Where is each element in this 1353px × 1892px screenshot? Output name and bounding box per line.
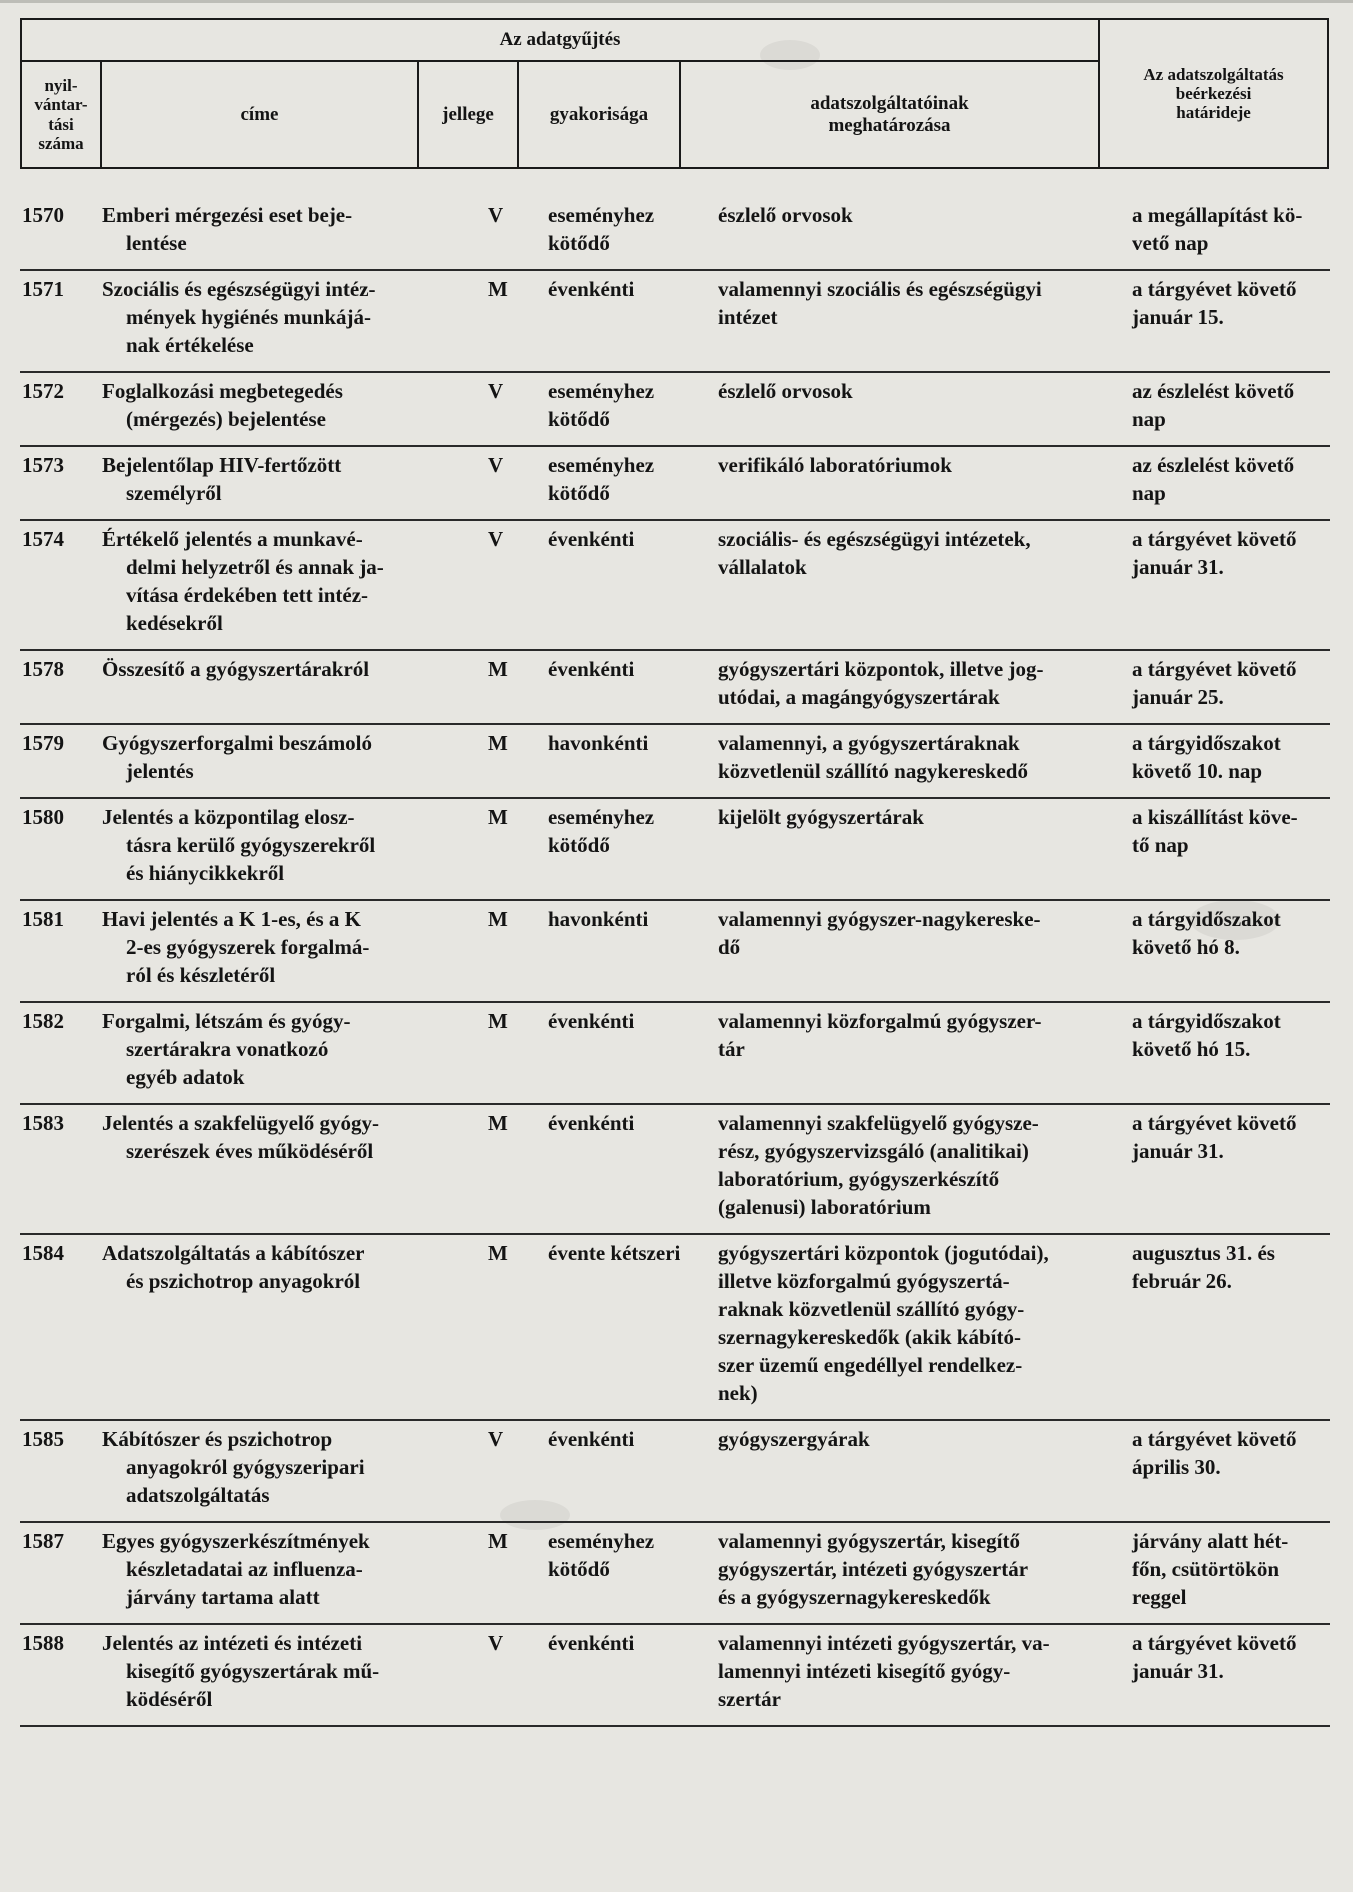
record-title-cell <box>102 372 442 446</box>
record-providers-cell <box>714 724 1132 798</box>
record-number-cell <box>20 372 102 446</box>
record-deadline-cell <box>1132 1420 1330 1522</box>
record-number: 1570 <box>22 203 64 227</box>
record-providers: valamennyi szakfelügyelő gyógysze- rész, gyógyszervizsgáló (analitikai) laboratórium, gyógyszerkészítő (galenusi) laboratórium <box>718 1111 1039 1219</box>
record-providers-cell <box>714 900 1132 1002</box>
record-providers: valamennyi szociális és egészségügyi intézet <box>718 277 1042 329</box>
record-title-cell <box>102 1522 442 1624</box>
record-frequency-cell <box>542 197 714 270</box>
record-title: Értékelő jelentés a munkavé- delmi helyzetről és annak ja- vítása érdekében tett intéz- kedésekről <box>102 527 384 635</box>
record-deadline-cell <box>1132 1002 1330 1104</box>
record-number: 1581 <box>22 907 64 931</box>
record-deadline-cell <box>1132 520 1330 650</box>
record-providers-cell <box>714 446 1132 520</box>
record-deadline: a tárgyévet követő április 30. <box>1132 1427 1297 1479</box>
data-table <box>20 197 1330 1727</box>
record-character: M <box>488 907 508 931</box>
record-providers-cell <box>714 1234 1132 1420</box>
record-character: V <box>488 379 504 403</box>
record-number-cell <box>20 1002 102 1104</box>
record-providers-cell <box>714 1002 1132 1104</box>
record-character-cell <box>442 900 542 1002</box>
record-frequency: évenkénti <box>548 1009 635 1033</box>
record-deadline: az észlelést követő nap <box>1132 379 1295 431</box>
record-frequency: évente kétszeri <box>548 1241 681 1265</box>
record-character-cell <box>442 372 542 446</box>
record-deadline-cell <box>1132 650 1330 724</box>
record-number: 1580 <box>22 805 64 829</box>
record-deadline: a tárgyévet követő január 31. <box>1132 1111 1297 1163</box>
record-title-cell <box>102 1624 442 1726</box>
table-row <box>20 1002 1330 1104</box>
record-deadline-cell <box>1132 197 1330 270</box>
record-providers-cell <box>714 1624 1132 1726</box>
record-number-cell <box>20 724 102 798</box>
record-deadline: a tárgyidőszakot követő 10. nap <box>1132 731 1281 783</box>
record-providers: észlelő orvosok <box>718 203 853 227</box>
record-title-cell <box>102 1104 442 1234</box>
record-title-cell <box>102 270 442 372</box>
record-character: M <box>488 277 508 301</box>
record-deadline-cell <box>1132 270 1330 372</box>
record-frequency-cell <box>542 900 714 1002</box>
record-deadline-cell <box>1132 1104 1330 1234</box>
record-title-cell <box>102 724 442 798</box>
record-number-cell <box>20 1522 102 1624</box>
record-deadline-cell <box>1132 900 1330 1002</box>
record-frequency-cell <box>542 520 714 650</box>
record-frequency-cell <box>542 446 714 520</box>
group-header: Az adatgyűjtés <box>21 19 1099 61</box>
record-character-cell <box>442 1104 542 1234</box>
record-providers-cell <box>714 270 1132 372</box>
record-character-cell <box>442 724 542 798</box>
record-deadline: a tárgyévet követő január 15. <box>1132 277 1297 329</box>
record-number-cell <box>20 650 102 724</box>
record-number-cell <box>20 1624 102 1726</box>
record-deadline: az észlelést követő nap <box>1132 453 1295 505</box>
table-row <box>20 900 1330 1002</box>
record-title: Adatszolgáltatás a kábítószer és pszichotrop anyagokról <box>102 1241 365 1293</box>
record-frequency-cell <box>542 1234 714 1420</box>
record-title: Szociális és egészségügyi intéz- mények hygiénés munkájá- nak értékelése <box>102 277 376 357</box>
record-deadline-cell <box>1132 724 1330 798</box>
record-character: M <box>488 657 508 681</box>
record-deadline: a kiszállítást köve- tő nap <box>1132 805 1298 857</box>
record-number: 1578 <box>22 657 64 681</box>
record-number-cell <box>20 900 102 1002</box>
record-title-cell <box>102 1234 442 1420</box>
record-title: Jelentés az intézeti és intézeti kisegítő gyógyszertárak mű- ködéséről <box>102 1631 380 1711</box>
record-deadline-cell <box>1132 1624 1330 1726</box>
record-title-cell <box>102 650 442 724</box>
record-character: M <box>488 1529 508 1553</box>
record-title: Foglalkozási megbetegedés (mérgezés) bejelentése <box>102 379 343 431</box>
record-title: Bejelentőlap HIV-fertőzött személyről <box>102 453 342 505</box>
record-number-cell <box>20 1234 102 1420</box>
record-providers: valamennyi gyógyszer-nagykereske- dő <box>718 907 1041 959</box>
record-frequency-cell <box>542 1624 714 1726</box>
record-frequency-cell <box>542 372 714 446</box>
scan-edge <box>0 0 1353 3</box>
record-number: 1585 <box>22 1427 64 1451</box>
record-frequency-cell <box>542 798 714 900</box>
record-character: M <box>488 731 508 755</box>
frequency-header: gyakorisága <box>518 61 680 168</box>
record-character: M <box>488 1009 508 1033</box>
record-deadline: a tárgyévet követő január 25. <box>1132 657 1297 709</box>
table-row <box>20 1420 1330 1522</box>
record-providers: gyógyszertári központok (jogutódai), illetve közforgalmú gyógyszertá- raknak közvetlenül szállító gyógy- szernagykereskedők (akik kábító- szer üzemű engedéllyel rendelkez- nek) <box>718 1241 1049 1405</box>
record-providers: valamennyi intézeti gyógyszertár, va- lamennyi intézeti kisegítő gyógy- szertár <box>718 1631 1050 1711</box>
record-providers-cell <box>714 650 1132 724</box>
deadline-header: Az adatszolgáltatás beérkezési határideje <box>1099 19 1328 168</box>
record-providers: valamennyi gyógyszertár, kisegítő gyógyszertár, intézeti gyógyszertár és a gyógyszernagykereskedők <box>718 1529 1029 1609</box>
record-frequency: eseményhez kötődő <box>548 1529 655 1581</box>
table-header <box>20 18 1329 169</box>
record-providers: gyógyszertári központok, illetve jog- utódai, a magángyógyszertárak <box>718 657 1044 709</box>
table-row <box>20 270 1330 372</box>
record-deadline: a tárgyévet követő január 31. <box>1132 527 1297 579</box>
record-frequency-cell <box>542 724 714 798</box>
record-deadline: a tárgyévet követő január 31. <box>1132 1631 1297 1683</box>
record-character-cell <box>442 446 542 520</box>
record-number: 1588 <box>22 1631 64 1655</box>
record-frequency: évenkénti <box>548 277 635 301</box>
record-number: 1583 <box>22 1111 64 1135</box>
record-deadline-cell <box>1132 1522 1330 1624</box>
record-title: Jelentés a központilag elosz- tásra kerülő gyógyszerekről és hiánycikkekről <box>102 805 376 885</box>
record-deadline: a megállapítást kö- vető nap <box>1132 203 1303 255</box>
record-title-cell <box>102 900 442 1002</box>
record-providers: gyógyszergyárak <box>718 1427 870 1451</box>
record-character: V <box>488 1427 504 1451</box>
record-number-cell <box>20 1420 102 1522</box>
record-frequency-cell <box>542 270 714 372</box>
record-frequency: évenkénti <box>548 1111 635 1135</box>
record-character: M <box>488 805 508 829</box>
record-character: V <box>488 1631 504 1655</box>
record-deadline-cell <box>1132 372 1330 446</box>
record-frequency-cell <box>542 1420 714 1522</box>
providers-header: adatszolgáltatóinak meghatározása <box>680 61 1099 168</box>
record-character-cell <box>442 1522 542 1624</box>
record-title: Forgalmi, létszám és gyógy- szertárakra vonatkozó egyéb adatok <box>102 1009 351 1089</box>
table-row <box>20 520 1330 650</box>
record-character-cell <box>442 798 542 900</box>
record-character: M <box>488 1241 508 1265</box>
record-character: V <box>488 203 504 227</box>
record-character-cell <box>442 650 542 724</box>
record-frequency-cell <box>542 1522 714 1624</box>
record-providers-cell <box>714 197 1132 270</box>
record-providers-cell <box>714 520 1132 650</box>
record-character: V <box>488 453 504 477</box>
record-frequency-cell <box>542 650 714 724</box>
record-character: M <box>488 1111 508 1135</box>
record-number: 1571 <box>22 277 64 301</box>
record-deadline: a tárgyidőszakot követő hó 15. <box>1132 1009 1281 1061</box>
record-character-cell <box>442 1002 542 1104</box>
table-row <box>20 724 1330 798</box>
record-providers: verifikáló laboratóriumok <box>718 453 952 477</box>
record-deadline-cell <box>1132 798 1330 900</box>
record-number-cell <box>20 520 102 650</box>
record-deadline: járvány alatt hét- főn, csütörtökön reggel <box>1132 1529 1289 1609</box>
record-character-cell <box>442 520 542 650</box>
record-providers: kijelölt gyógyszertárak <box>718 805 924 829</box>
record-title: Összesítő a gyógyszertárakról <box>102 657 370 681</box>
number-header: nyil- vántar- tási száma <box>21 61 101 168</box>
record-title: Kábítószer és pszichotrop anyagokról gyógyszeripari adatszolgáltatás <box>102 1427 365 1507</box>
record-number-cell <box>20 197 102 270</box>
record-frequency: évenkénti <box>548 527 635 551</box>
record-title-cell <box>102 1420 442 1522</box>
title-header: címe <box>101 61 418 168</box>
record-providers: valamennyi közforgalmú gyógyszer- tár <box>718 1009 1042 1061</box>
record-frequency: évenkénti <box>548 1631 635 1655</box>
record-character-cell <box>442 197 542 270</box>
record-frequency: eseményhez kötődő <box>548 805 655 857</box>
record-character-cell <box>442 1420 542 1522</box>
record-frequency: évenkénti <box>548 1427 635 1451</box>
table-row <box>20 1104 1330 1234</box>
record-title: Gyógyszerforgalmi beszámoló jelentés <box>102 731 373 783</box>
table-row <box>20 372 1330 446</box>
record-providers-cell <box>714 1420 1132 1522</box>
record-frequency: évenkénti <box>548 657 635 681</box>
table-row <box>20 650 1330 724</box>
record-title: Egyes gyógyszerkészítmények készletadatai az influenza- járvány tartama alatt <box>102 1529 370 1609</box>
record-number: 1582 <box>22 1009 64 1033</box>
record-character-cell <box>442 1234 542 1420</box>
record-number: 1579 <box>22 731 64 755</box>
record-title-cell <box>102 197 442 270</box>
table-row <box>20 1624 1330 1726</box>
record-deadline-cell <box>1132 446 1330 520</box>
record-frequency: havonkénti <box>548 907 649 931</box>
record-title: Emberi mérgezési eset beje- lentése <box>102 203 353 255</box>
table-row <box>20 197 1330 270</box>
record-character-cell <box>442 1624 542 1726</box>
record-title: Havi jelentés a K 1-es, és a K 2-es gyógyszerek forgalmá- ról és készletéről <box>102 907 370 987</box>
record-deadline: augusztus 31. és február 26. <box>1132 1241 1275 1293</box>
record-number: 1572 <box>22 379 64 403</box>
record-providers-cell <box>714 1522 1132 1624</box>
record-title: Jelentés a szakfelügyelő gyógy- szerészek éves működéséről <box>102 1111 380 1163</box>
record-character: V <box>488 527 504 551</box>
record-number: 1587 <box>22 1529 64 1553</box>
record-number: 1573 <box>22 453 64 477</box>
record-providers: szociális- és egészségügyi intézetek, vállalatok <box>718 527 1031 579</box>
record-deadline-cell <box>1132 1234 1330 1420</box>
record-number-cell <box>20 1104 102 1234</box>
character-header: jellege <box>418 61 518 168</box>
record-character-cell <box>442 270 542 372</box>
record-title-cell <box>102 520 442 650</box>
record-deadline: a tárgyidőszakot követő hó 8. <box>1132 907 1281 959</box>
record-title-cell <box>102 798 442 900</box>
record-providers: észlelő orvosok <box>718 379 853 403</box>
record-number: 1574 <box>22 527 64 551</box>
record-number-cell <box>20 270 102 372</box>
record-frequency: havonkénti <box>548 731 649 755</box>
record-number-cell <box>20 446 102 520</box>
record-number-cell <box>20 798 102 900</box>
table-row <box>20 798 1330 900</box>
record-frequency-cell <box>542 1104 714 1234</box>
record-frequency: eseményhez kötődő <box>548 453 655 505</box>
record-number: 1584 <box>22 1241 64 1265</box>
table-row <box>20 1234 1330 1420</box>
record-frequency: eseményhez kötődő <box>548 379 655 431</box>
table-body <box>20 197 1330 1726</box>
record-providers: valamennyi, a gyógyszertáraknak közvetlenül szállító nagykereskedő <box>718 731 1028 783</box>
record-providers-cell <box>714 1104 1132 1234</box>
record-title-cell <box>102 446 442 520</box>
record-providers-cell <box>714 372 1132 446</box>
record-title-cell <box>102 1002 442 1104</box>
record-frequency: eseményhez kötődő <box>548 203 655 255</box>
record-frequency-cell <box>542 1002 714 1104</box>
record-providers-cell <box>714 798 1132 900</box>
table-row <box>20 446 1330 520</box>
table-row <box>20 1522 1330 1624</box>
